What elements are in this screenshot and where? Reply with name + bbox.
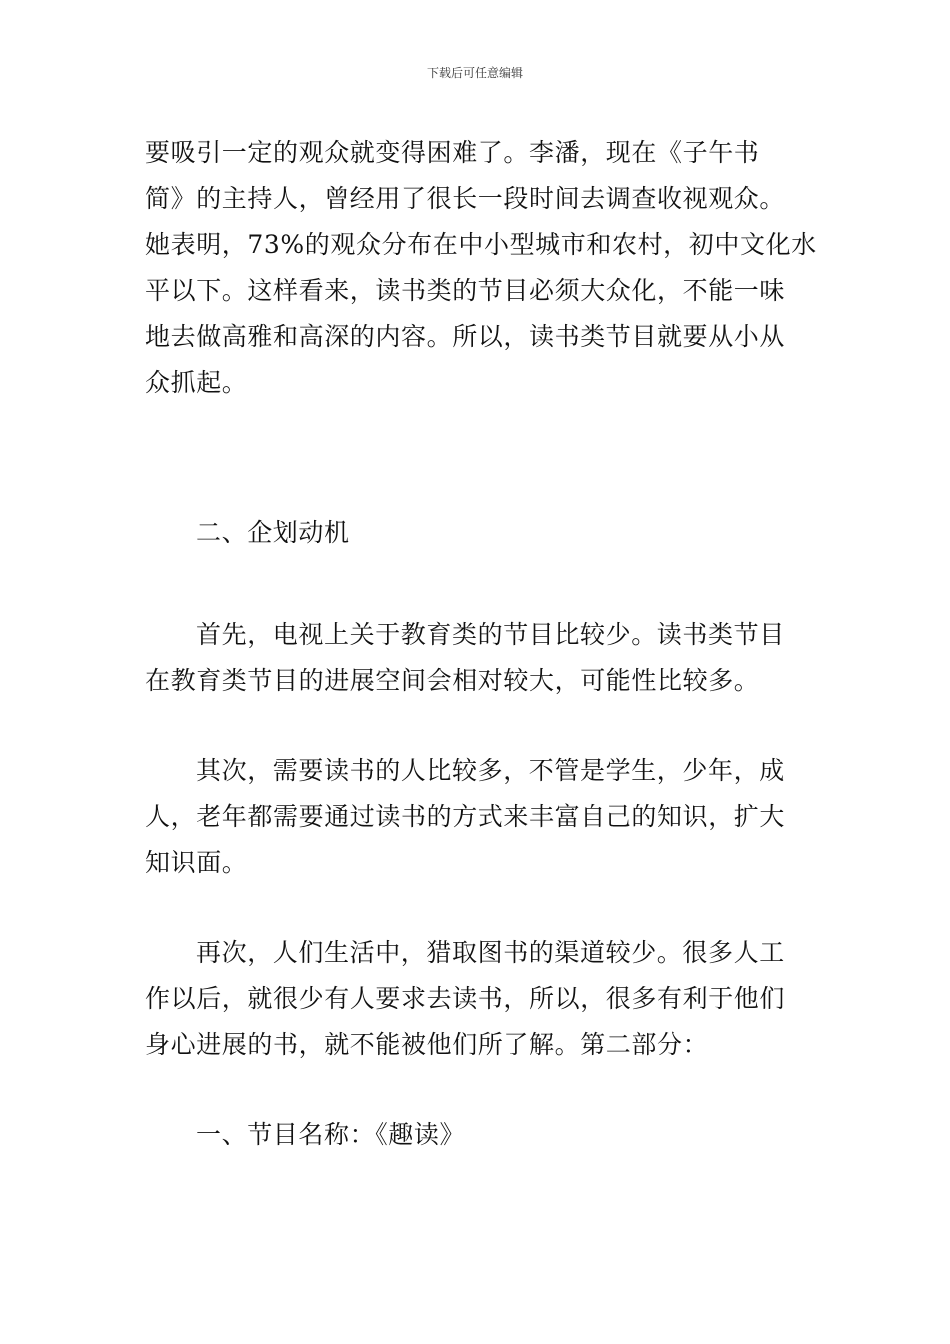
paragraph-second-reason (145, 748, 805, 886)
text-line: 再次，人们生活中，猎取图书的渠道较少。很多人工 (196, 938, 785, 967)
text-line: 作以后，就很少有人要求去读书，所以，很多有利于他们 (145, 984, 786, 1013)
text-line: 她表明，73%的观众分布在中小型城市和农村，初中文化水 (145, 230, 817, 259)
heading-text: 二、企划动机 (196, 518, 350, 547)
section-heading-program-name (145, 1112, 805, 1158)
text-line: 知识面。 (145, 848, 248, 877)
heading-text: 一、节目名称：《趣读》 (196, 1120, 466, 1149)
document-body (145, 130, 817, 1158)
text-line: 地去做高雅和高深的内容。所以，读书类节目就要从小从 (145, 322, 786, 351)
page-header: 下载后可任意编辑 (426, 66, 523, 80)
text-line: 简》的主持人，曾经用了很长一段时间去调查收视观众。 (145, 184, 786, 213)
text-line: 身心进展的书，就不能被他们所了解。第二部分： (145, 1030, 709, 1059)
text-line: 其次，需要读书的人比较多，不管是学生，少年，成 (196, 756, 785, 785)
section-heading-motivation (145, 510, 805, 556)
paragraph-first-reason (145, 612, 805, 704)
text-line: 众抓起。 (145, 368, 248, 397)
text-line: 平以下。这样看来，读书类的节目必须大众化，不能一味 (145, 276, 786, 305)
text-line: 在教育类节目的进展空间会相对较大，可能性比较多。 (145, 666, 760, 695)
text-line: 要吸引一定的观众就变得困难了。李潘，现在《子午书 (145, 138, 760, 167)
paragraph-third-reason (145, 930, 805, 1068)
text-line: 人，老年都需要通过读书的方式来丰富自己的知识，扩大 (145, 802, 786, 831)
text-line: 首先，电视上关于教育类的节目比较少。读书类节目 (196, 620, 785, 649)
paragraph-audience (145, 130, 817, 406)
